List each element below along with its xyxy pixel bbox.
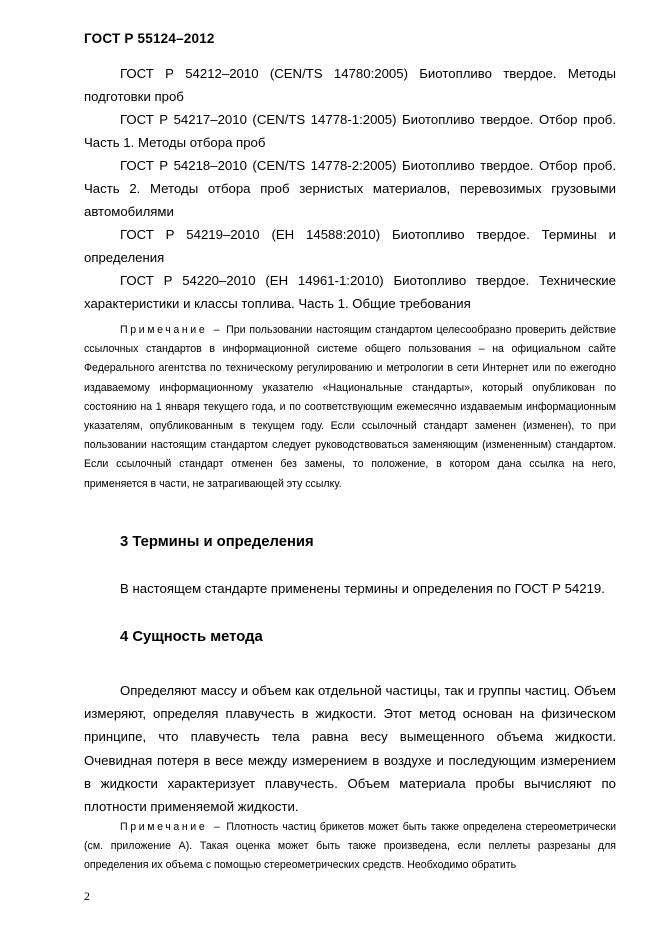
document-header: ГОСТ Р 55124–2012 — [84, 31, 215, 46]
note-text: Плотность частиц брикетов может быть также определена стереометрически (см. приложение А). Такая оценка может быть также произведена, если пеллеты разрезаны для определения их объема с помощью стереометрических средств. Необходимо обратить — [84, 821, 616, 872]
reference-item: ГОСТ Р 54220–2010 (ЕН 14961-1:2010) Биотопливо твердое. Технические характеристики и классы топлива. Часть 1. Общие требования — [84, 273, 616, 311]
note-label: Примечание – — [120, 324, 223, 336]
references-note — [84, 321, 616, 494]
note-text: При пользовании настоящим стандартом целесообразно проверить действие ссылочных стандартов в информационной системе общего пользования – на официальном сайте Федерального агентства по техническому регулированию и метрологии в сети Интернет или по ежегодно издаваемому информационному указателю «Национальные стандарты», который опубликован по состоянию на 1 января текущего года, и по соответствующим ежемесячно издаваемым информационным указателям, опубликованным в текущем году. Если ссылочный стандарт заменен (изменен), то при пользовании настоящим стандартом следует руководствоваться заменяющим (измененным) стандартом. Если ссылочный стандарт отменен без замены, то положение, в котором дана ссылка на него, применяется в части, не затрагивающей эту ссылку. — [84, 324, 616, 490]
normative-references — [84, 62, 616, 315]
reference-item: ГОСТ Р 54218–2010 (CEN/TS 14778-2:2005) Биотопливо твердое. Отбор проб. Часть 2. Методы отбора проб зернистых материалов, перевозимых грузовыми автомобилями — [84, 158, 616, 219]
note-label: Примечание – — [120, 821, 223, 833]
reference-item: ГОСТ Р 54219–2010 (ЕН 14588:2010) Биотопливо твердое. Термины и определения — [84, 227, 616, 265]
page-number: 2 — [84, 889, 90, 903]
section-3-heading: 3 Термины и определения — [120, 534, 314, 550]
reference-item: ГОСТ Р 54217–2010 (CEN/TS 14778-1:2005) Биотопливо твердое. Отбор проб. Часть 1. Методы отбора проб — [84, 112, 616, 150]
section-3-text: В настоящем стандарте применены термины и определения по ГОСТ Р 54219. — [120, 581, 605, 596]
method-note — [84, 818, 616, 876]
section-4-text: Определяют массу и объем как отдельной частицы, так и группы частиц. Объем измеряют, определяя плавучесть в жидкости. Этот метод основан на физическом принципе, что плавучесть тела равна весу вымещенного объема жидкости. Очевидная потеря в весе между измерением в воздухе и последующим измерением в жидкости характеризует плавучесть. Объем материала пробы вычисляют по плотности применяемой жидкости. — [84, 683, 616, 815]
section-4-heading: 4 Сущность метода — [120, 629, 263, 645]
reference-item: ГОСТ Р 54212–2010 (CEN/TS 14780:2005) Биотопливо твердое. Методы подготовки проб — [84, 66, 616, 104]
